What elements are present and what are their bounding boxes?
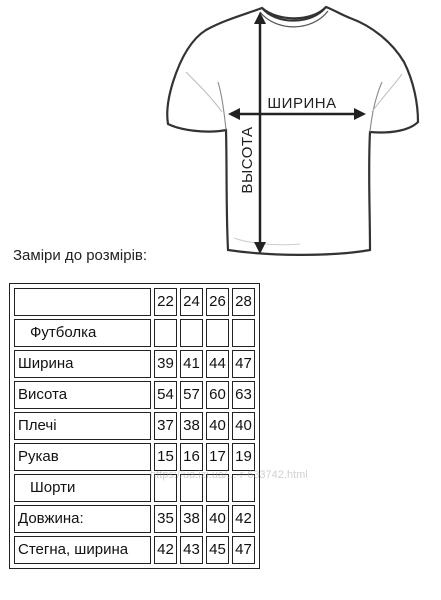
value-cell: 47: [232, 536, 255, 564]
watermark: https://ua.izi.ua/...-r-633742.html: [150, 469, 308, 481]
measurements-heading: Заміри до розмірів:: [13, 247, 148, 264]
value-cell: [206, 474, 229, 502]
value-cell: 45: [206, 536, 229, 564]
table-row: [14, 536, 255, 564]
value-cell: 15: [154, 443, 177, 471]
size-table: [9, 283, 260, 569]
value-cell: 16: [180, 443, 203, 471]
value-cell: 44: [206, 350, 229, 378]
row-label: Стегна, ширина: [14, 536, 151, 564]
value-cell: 63: [232, 381, 255, 409]
value-cell: [154, 319, 177, 347]
table-row: [14, 443, 255, 471]
section-label: Футболка: [14, 319, 151, 347]
value-cell: 60: [206, 381, 229, 409]
value-cell: [180, 474, 203, 502]
value-cell: 41: [180, 350, 203, 378]
value-cell: 40: [206, 505, 229, 533]
size-table-container: [9, 283, 260, 569]
section-label: Шорти: [14, 474, 151, 502]
value-cell: 57: [180, 381, 203, 409]
table-row: [14, 505, 255, 533]
size-header-cell: 24: [180, 288, 203, 316]
tshirt-outline: [167, 7, 418, 255]
row-label: Плечі: [14, 412, 151, 440]
value-cell: 38: [180, 505, 203, 533]
value-cell: 42: [232, 505, 255, 533]
tshirt-illustration: [160, 0, 430, 265]
row-label: Довжина:: [14, 505, 151, 533]
tshirt-diagram: [160, 0, 430, 265]
size-header-cell: 22: [154, 288, 177, 316]
table-row: [14, 381, 255, 409]
header-blank-cell: [14, 288, 151, 316]
table-row: [14, 319, 255, 347]
table-row: [14, 474, 255, 502]
row-label: Рукав: [14, 443, 151, 471]
value-cell: [154, 474, 177, 502]
value-cell: 42: [154, 536, 177, 564]
row-label: Висота: [14, 381, 151, 409]
value-cell: 39: [154, 350, 177, 378]
value-cell: [232, 319, 255, 347]
value-cell: 35: [154, 505, 177, 533]
value-cell: 37: [154, 412, 177, 440]
size-table-body: [14, 288, 255, 564]
height-label: ВЫСОТА: [239, 126, 256, 194]
value-cell: [180, 319, 203, 347]
value-cell: 38: [180, 412, 203, 440]
size-header-cell: 26: [206, 288, 229, 316]
value-cell: [232, 474, 255, 502]
value-cell: 54: [154, 381, 177, 409]
value-cell: 47: [232, 350, 255, 378]
table-row: [14, 350, 255, 378]
value-cell: [206, 319, 229, 347]
value-cell: 43: [180, 536, 203, 564]
table-row: [14, 412, 255, 440]
size-header-cell: 28: [232, 288, 255, 316]
value-cell: 40: [232, 412, 255, 440]
width-label: ШИРИНА: [267, 95, 337, 112]
value-cell: 17: [206, 443, 229, 471]
value-cell: 19: [232, 443, 255, 471]
size-header-row: [14, 288, 255, 316]
value-cell: 40: [206, 412, 229, 440]
row-label: Ширина: [14, 350, 151, 378]
